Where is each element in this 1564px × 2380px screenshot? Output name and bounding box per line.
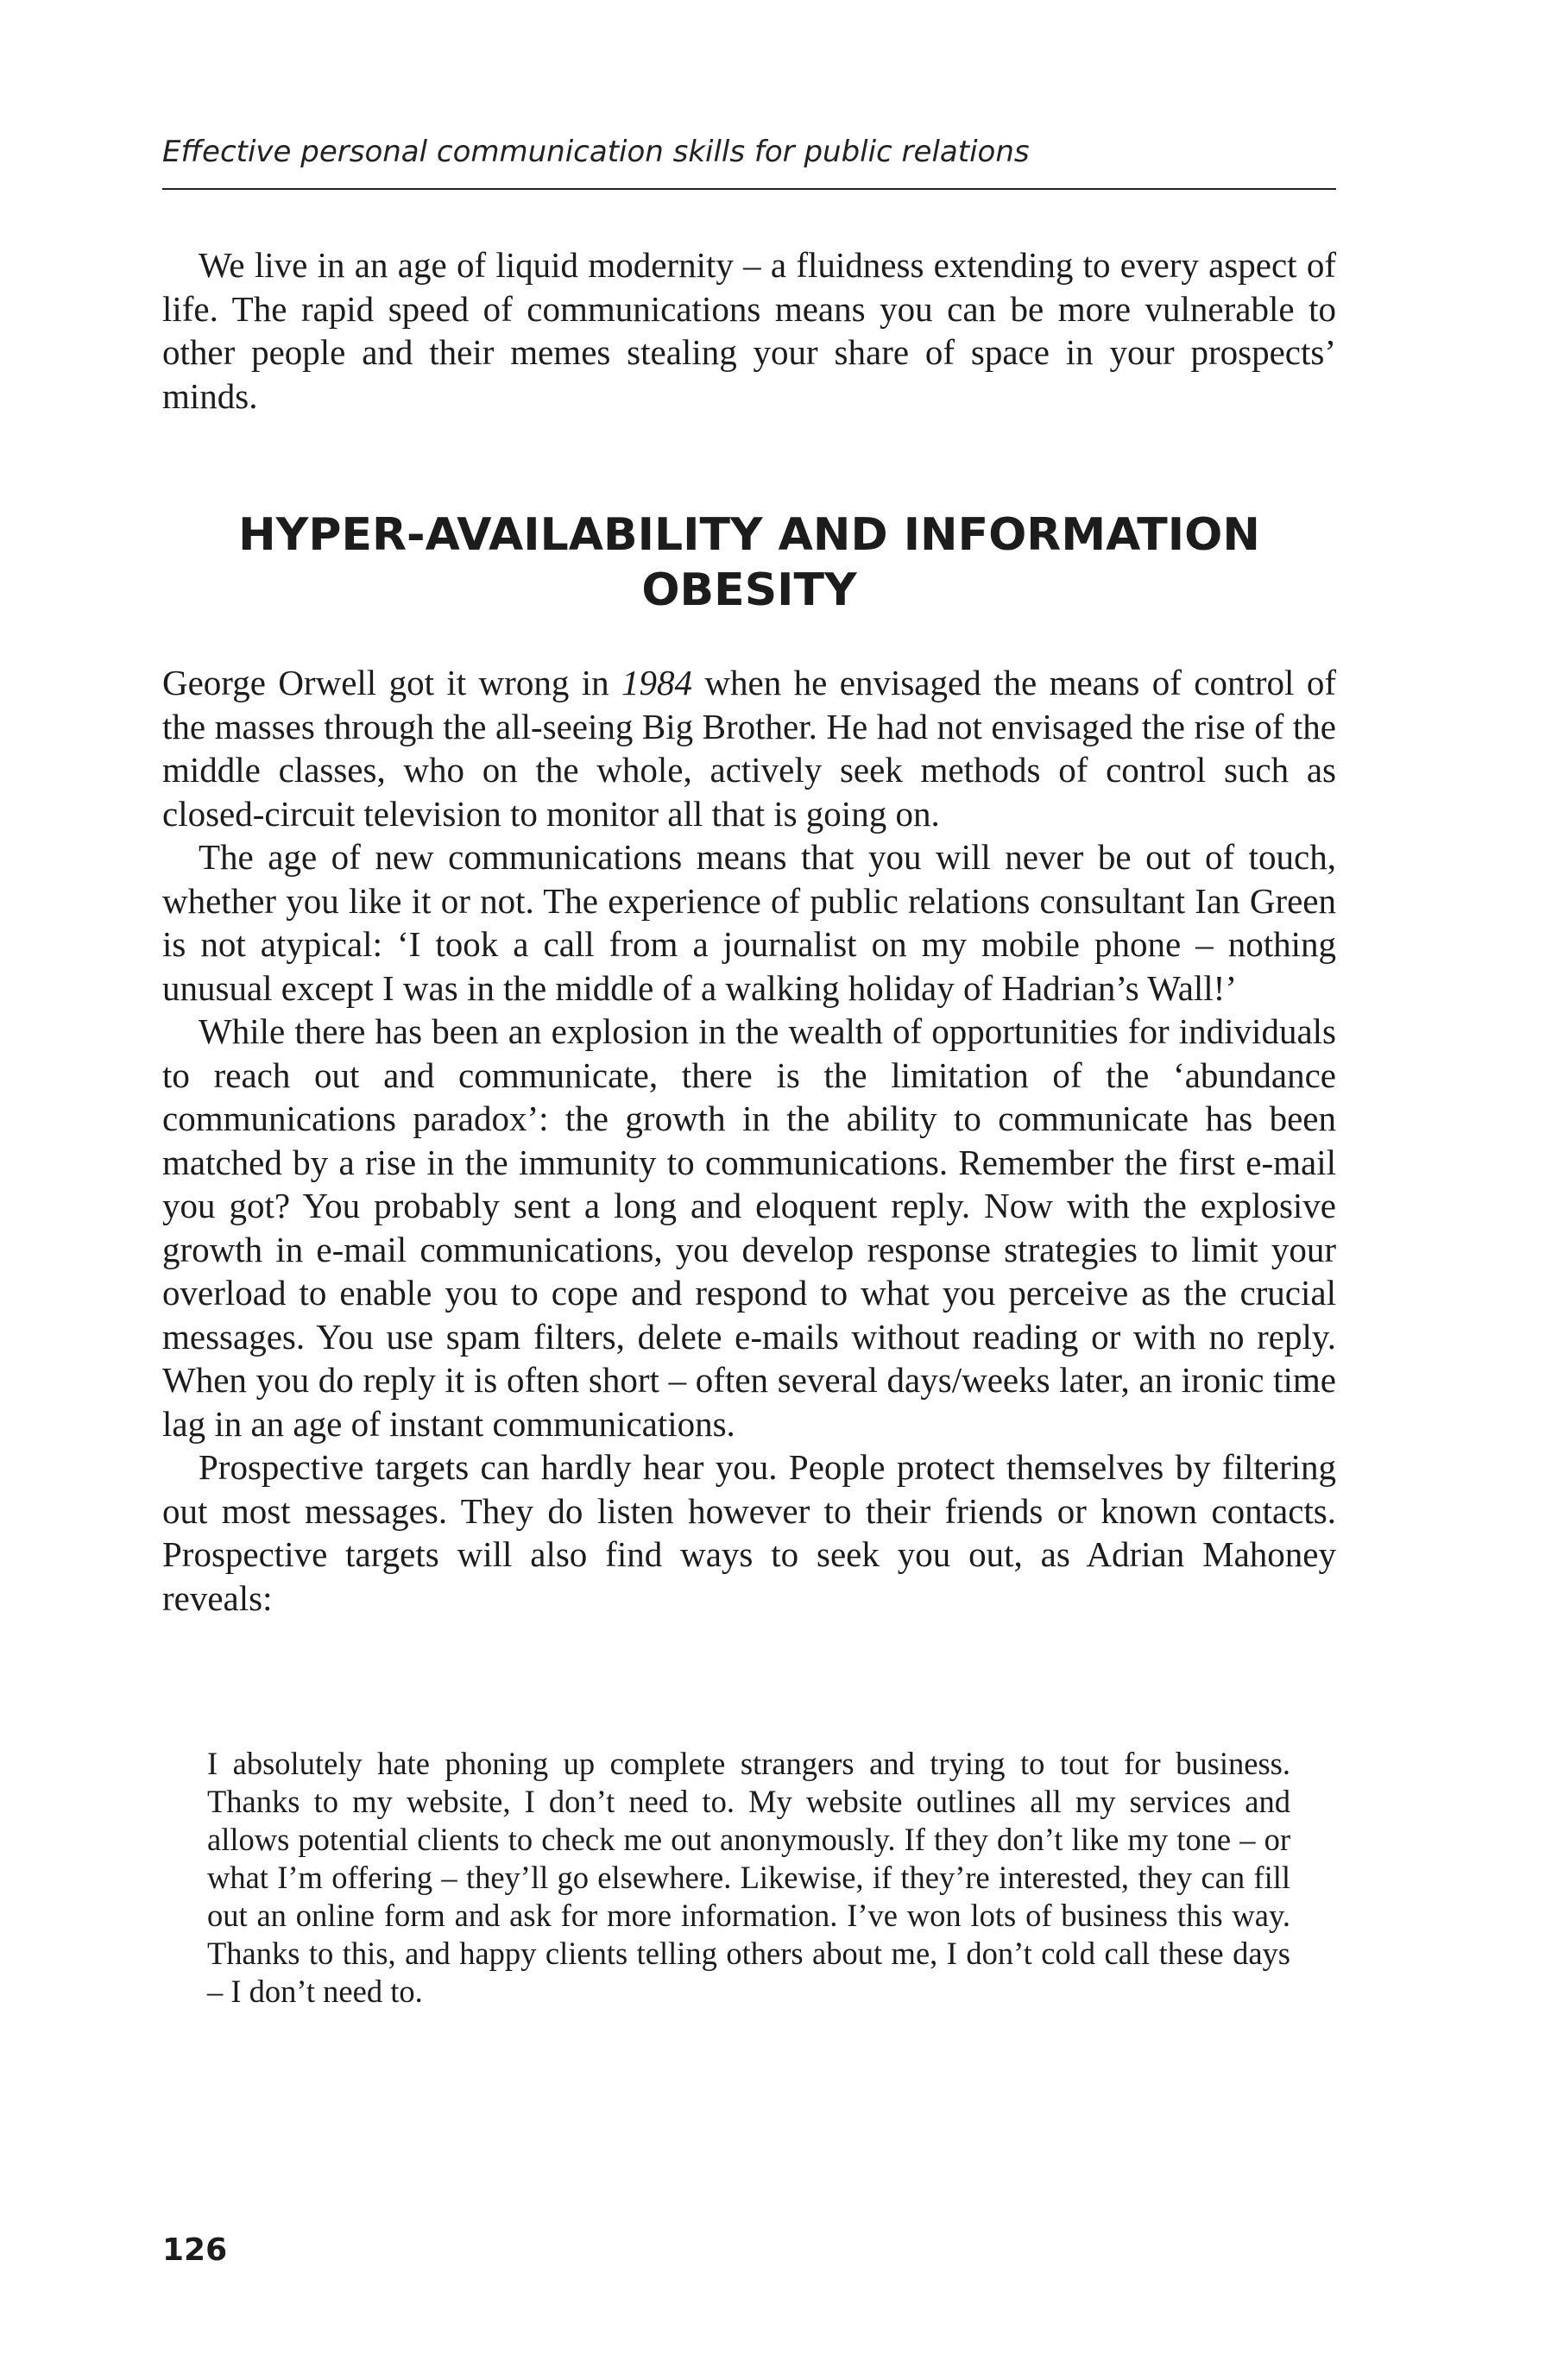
running-head: Effective personal communication skills for public relations [162,135,1030,169]
header-rule [162,188,1336,190]
book-title: 1984 [621,663,693,702]
section-heading-line-2: OBESITY [641,564,857,616]
paragraph-orwell-start: George Orwell got it wrong in [162,663,622,702]
paragraph-prospective-targets: Prospective targets can hardly hear you. People protect themselves by filtering out most messages. They do listen however to their friends or known contacts. Prospective targets will also find ways to seek you out, as Adrian Mahoney reveals: [162,1447,1336,1618]
main-text-block [162,661,1336,1620]
intro-paragraph: We live in an age of liquid modernity – a fluidness extending to every aspect of life. The rapid speed of communications means you can be more vulnerable to other people and their memes stealing your share of space in your prospects’ minds. [162,245,1336,416]
paragraph-abundance-paradox: While there has been an explosion in the wealth of opportunities for individuals to reach out and communicate, there is the limitation of the ‘abundance communications paradox’: the growth in the ability to communicate has been matched by a rise in the immunity to communications. Remember the first e-mail you got? You probably sent a long and eloquent reply. Now with the explosive growth in e-mail communications, you develop response strategies to limit your overload to enable you to cope and respond to what you perceive as the crucial messages. You use spam filters, delete e-mails without reading or with no reply. When you do reply it is often short – often several days/weeks later, an ironic time lag in an age of instant communications. [162,1011,1336,1444]
section-heading-line-1: HYPER-AVAILABILITY AND INFORMATION [238,509,1260,561]
page-number: 126 [162,2232,228,2268]
section-heading [162,507,1336,618]
paragraph-orwell [162,661,1336,835]
block-quote: I absolutely hate phoning up complete strangers and trying to tout for business. Thanks to my website, I don’t need to. My website outlines all my services and allows potential clients to check me out anonymously. If they don’t like my tone – or what I’m offering – they’ll go elsewhere. Likewise, if they’re interested, they can fill out an online form and ask for more information. I’ve won lots of business this way. Thanks to this, and happy clients telling others about me, I don’t cold call these days – I don’t need to. [207,1746,1290,2009]
paragraph-orwell-end: when he envisaged the means of control of the masses through the all-seeing Big Brother. He had not envisaged the rise of the middle classes, who on the whole, actively seek methods of control such as closed-circuit television to monitor all that is going on. [162,663,1336,834]
intro-block [162,243,1336,418]
paragraph-new-communications: The age of new communications means that you will never be out of touch, whether you like it or not. The experience of public relations consultant Ian Green is not atypical: ‘I took a call from a journalist on my mobile phone – nothing unusual except I was in the middle of a walking holiday of Hadrian’s Wall!’ [162,837,1336,1008]
